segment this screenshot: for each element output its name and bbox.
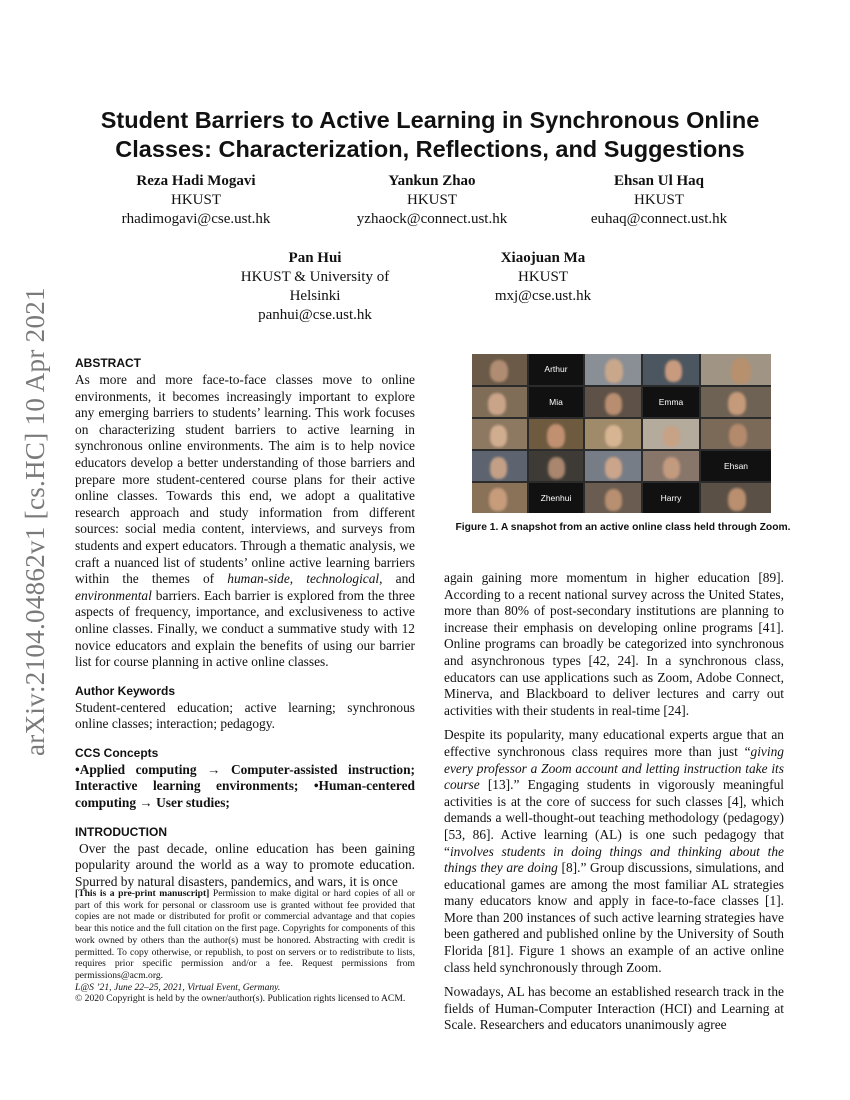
author-block-zhao: [317, 172, 547, 229]
introduction-text: Over the past decade, online education has been gaining popularity around the world as a way to promote education. Spurred by natural disasters, pandemics, and wars, it is once: [75, 840, 415, 889]
video-tile: [585, 483, 641, 513]
author-name: Yankun Zhao: [388, 173, 476, 189]
author-email[interactable]: yzhaock@connect.ust.hk: [356, 211, 508, 227]
video-tile: [472, 419, 527, 449]
left-column: [75, 356, 415, 890]
author-affiliation: HKUST: [406, 192, 457, 208]
participant-name: Arthur: [544, 364, 568, 374]
participant-name: Emma: [658, 397, 684, 407]
body-paragraph-1: again gaining more momentum in higher education [89]. According to a recent national survey across the United States, more than 80% of post-secondary institutions are planning to increase their emphasis on developing online programs [41]. Online programs can broadly be categorized into synchronous and asynchronous types [42, 24]. In a synchronous class, educators can use applications such as Zoom, Adobe Connect, Minerva, and Blackboard to deliver lectures and carry out activities with their students in real-time [24].: [444, 570, 784, 718]
author-affiliation: HKUST: [170, 192, 221, 208]
preprint-label: [This is a pre-print manuscript]: [75, 888, 210, 899]
body-paragraph-3: Nowadays, AL has become an established research track in the fields of Human-Computer Interaction (HCI) and Learning at Scale. Researchers and educators unanimously agree: [444, 984, 784, 1033]
venue-text: L@S ’21, June 22–25, 2021, Virtual Event, Germany.: [75, 981, 281, 993]
copyright-footnote: [75, 888, 415, 1005]
author-name: Ehsan Ul Haq: [613, 173, 705, 189]
author-name: Xiaojuan Ma: [500, 250, 586, 266]
author-block-haq: [544, 172, 774, 229]
title-line-2: Classes: Characterization, Reflections, and Suggestions: [115, 136, 745, 162]
video-tile: [529, 483, 583, 513]
video-tile: [585, 419, 641, 449]
video-tile: [472, 354, 527, 385]
keywords-text: Student-centered education; active learning; synchronous online classes; interaction; pedagogy.: [75, 699, 415, 732]
video-tile: [585, 451, 641, 481]
video-tile: [472, 387, 527, 417]
video-tile: [701, 387, 771, 417]
video-tile: [529, 419, 583, 449]
video-tile: [643, 483, 699, 513]
video-tile: [701, 483, 771, 513]
author-email[interactable]: mxj@cse.ust.hk: [494, 288, 592, 304]
figure-caption: Figure 1. A snapshot from an active online class held through Zoom.: [455, 522, 791, 533]
author-email[interactable]: rhadimogavi@cse.ust.hk: [121, 211, 271, 227]
video-tile: [643, 419, 699, 449]
participant-name: Harry: [660, 493, 682, 503]
video-tile: [643, 451, 699, 481]
video-tile: [529, 354, 583, 385]
author-name: Reza Hadi Mogavi: [136, 173, 256, 189]
abstract-heading: ABSTRACT: [75, 356, 141, 370]
participant-name: Zhenhui: [540, 493, 572, 503]
video-tile: [701, 419, 771, 449]
video-tile: [585, 354, 641, 385]
author-affiliation: HKUST: [517, 269, 568, 285]
video-tile: [472, 483, 527, 513]
author-name: Pan Hui: [288, 250, 342, 266]
title-line-1: Student Barriers to Active Learning in Synchronous Online: [100, 107, 760, 133]
author-email[interactable]: euhaq@connect.ust.hk: [590, 211, 728, 227]
keywords-heading: Author Keywords: [75, 683, 176, 698]
author-block-ma: [428, 249, 658, 306]
video-tile: [643, 387, 699, 417]
video-tile: [472, 451, 527, 481]
video-tile: [643, 354, 699, 385]
video-tile: [529, 451, 583, 481]
paper-title: [60, 106, 800, 164]
copyright-text: © 2020 Copyright is held by the owner/author(s). Publication rights licensed to ACM.: [75, 993, 406, 1005]
video-tile: [585, 387, 641, 417]
author-affiliation-2: Helsinki: [289, 288, 341, 304]
author-affiliation: HKUST: [633, 192, 684, 208]
video-tile: [529, 387, 583, 417]
author-email[interactable]: panhui@cse.ust.hk: [258, 307, 372, 323]
right-column: [444, 570, 784, 1042]
author-block-hui: [200, 249, 430, 325]
video-tile: [701, 451, 771, 481]
zoom-snapshot-figure: [472, 354, 771, 513]
ccs-heading: CCS Concepts: [75, 745, 159, 760]
video-tile: [701, 354, 771, 385]
author-block-mogavi: [81, 172, 311, 229]
ccs-text: •Applied computing → Computer-assisted instruction; Interactive learning environments; •Human-centered computing → User studies;: [75, 761, 415, 811]
permission-text: Permission to make digital or hard copies of all or part of this work for personal or classroom use is granted without fee provided that copies are not made or distributed for profit or commercial advantage and that copies bear this notice and the full citation on the first page. Copyrights for components of this work owned by others than the author(s) must be honored. Abstracting with credit is permitted. To copy otherwise, or republish, to post on servers or to redistribute to lists, requires prior specific permission and/or a fee. Request permissions from permissions@acm.org.: [75, 888, 415, 981]
abstract-text: As more and more face-to-face classes move to online environments, it becomes increasingly important to explore any emerging barriers to students’ learning. This work focuses on characterizing student barriers to active learning in synchronous online environments. The aim is to help novice educators develop a better understanding of those barriers and prepare more student-centered course plans for their active online classes. Towards this end, we adopt a qualitative research approach and study information from different sources: social media content, interviews, and surveys from students and expert educators. Through a thematic analysis, we craft a nuanced list of students’ online active learning barriers within the themes of human-side, technological, and environmental barriers. Each barrier is explored from the three aspects of frequency, importance, and exclusiveness to active online classes. Finally, we conduct a summative study with 12 novice educators and explain the benefits of using our barrier list for course planning in active online classes.: [75, 372, 415, 670]
introduction-heading: INTRODUCTION: [75, 824, 167, 839]
arxiv-identifier: arXiv:2104.04862v1 [cs.HC] 10 Apr 2021: [20, 287, 50, 756]
participant-name: Mia: [549, 397, 563, 407]
author-affiliation: HKUST & University of: [240, 269, 390, 285]
body-paragraph-2: Despite its popularity, many educational experts argue that an effective synchronous class requires more than just “giving every professor a Zoom account and letting instruction take its course [13].” Engaging students in vigorously meaningful activities is at the core of success for such classes [4], which demands a well-thought-out teaching methodology (pedagogy) [53, 86]. Active learning (AL) is one such pedagogy that “involves students in doing things and thinking about the things they are doing [8].” Group discussions, simulations, and educational games are among the most familiar AL strategies many educators know and apply in face-to-face classes [1]. More than 200 instances of such active learning strategies have been gathered and published online by the University of South Florida [81]. Figure 1 shows an example of an active online class held synchronously through Zoom.: [444, 727, 784, 975]
participant-name: Ehsan: [723, 461, 749, 471]
